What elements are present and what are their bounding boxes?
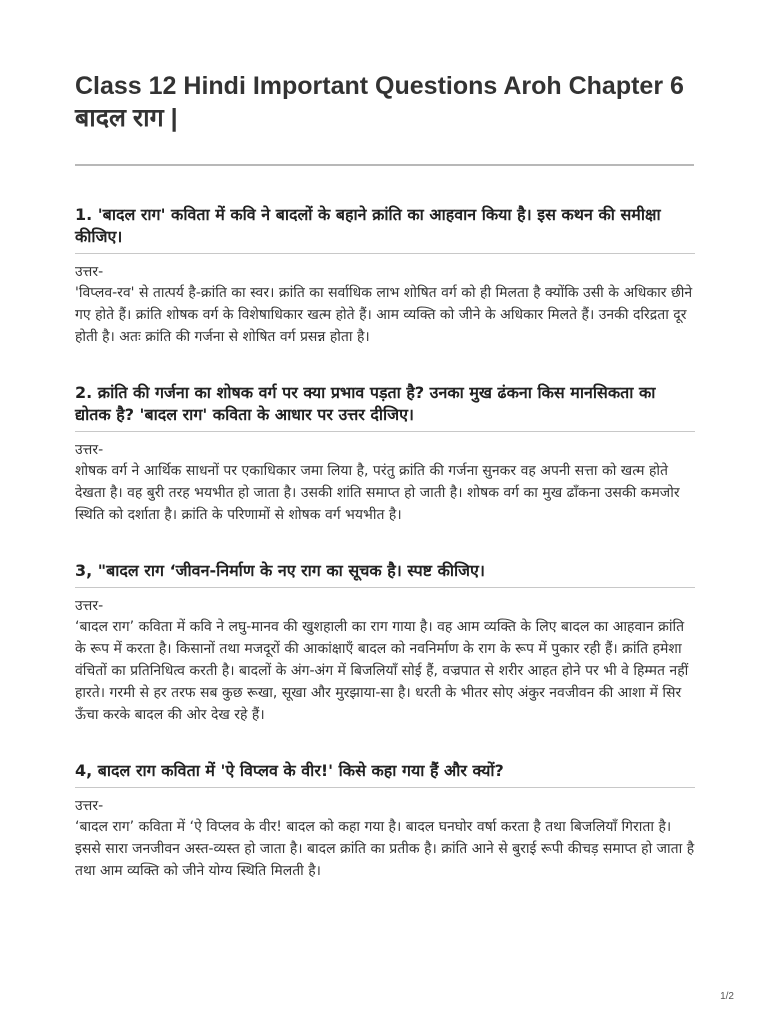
question-2-text: 2. क्रांति की गर्जना का शोषक वर्ग पर क्या प्रभाव पड़ता है? उनका मुख ढंकना किस मानसिकता का द्योतक है? 'बादल राग' कविता के आधार पर उत्तर दीजिए।: [75, 383, 656, 424]
answer-2-label: उत्तर-: [75, 442, 104, 458]
answer-1-label: उत्तर-: [75, 264, 104, 280]
question-2-divider: [75, 431, 695, 432]
question-3-divider: [75, 587, 695, 588]
question-block-2: [75, 382, 695, 526]
answer-2-text: शोषक वर्ग ने आर्थिक साधनों पर एकाधिकार जमा लिया है, परंतु क्रांति की गर्जना सुनकर वह अपनी सत्ता को खत्म होते देखता है। वह बुरी तरह भयभीत हो जाता है। उसकी शांति समाप्त हो जाती है। शोषक वर्ग का मुख ढाँकना उसकी कमजोर स्थिति को दर्शाता है। क्रांति के परिणामों से शोषक वर्ग भयभीत है।: [75, 463, 680, 523]
answer-1-text: 'विप्लव-रव' से तात्पर्य है-क्रांति का स्वर। क्रांति का सर्वाधिक लाभ शोषित वर्ग को ही मिलता है क्योंकि उसी के अधिकार छीने गए होते हैं। क्रांति शोषक वर्ग के विशेषाधिकार खत्म होते हैं। आम व्यक्ति को जीने के अधिकार मिलते हैं। उनकी दरिद्रता दूर होती है। अतः क्रांति की गर्जना से शोषित वर्ग प्रसन्न होता है।: [75, 285, 693, 345]
question-block-4: [75, 760, 695, 882]
question-1-text: 1. 'बादल राग' कविता में कवि ने बादलों के बहाने क्रांति का आहवान किया है। इस कथन की समीक्षा कीजिए।: [75, 205, 661, 246]
question-1-divider: [75, 253, 695, 254]
question-3-text: 3, "बादल राग ‘जीवन-निर्माण के नए राग का सूचक है। स्पष्ट कीजिए।: [75, 561, 485, 580]
page-title: Class 12 Hindi Important Questions Aroh Chapter 6 बादल राग |: [75, 72, 684, 132]
answer-4-text: ‘बादल राग’ कविता में ‘ऐ विप्लव के वीर! बादल को कहा गया है। बादल घनघोर वर्षा करता है तथा बिजलियाँ गिराता है। इससे सारा जनजीवन अस्त-व्यस्त हो जाता है। बादल क्रांति का प्रतीक है। क्रांति आने से बुराई रूपी कीचड़ समाप्त हो जाता है तथा आम व्यक्ति को जीने योग्य स्थिति मिलती है।: [75, 819, 695, 879]
question-4-text: 4, बादल राग कविता में 'ऐ विप्लव के वीर!' किसे कहा गया हैं और क्यों?: [75, 761, 504, 780]
question-4-divider: [75, 787, 695, 788]
question-block-1: [75, 204, 695, 348]
answer-4-label: उत्तर-: [75, 798, 104, 814]
document-page: [75, 70, 695, 882]
answer-3-label: उत्तर-: [75, 598, 104, 614]
answer-3-text: ‘बादल राग’ कविता में कवि ने लघु-मानव की खुशहाली का राग गाया है। वह आम व्यक्ति के लिए बादल का आहवान क्रांति के रूप में करता है। किसानों तथा मजदूरों की आकांक्षाएँ बादल को नवनिर्माण के राग के रूप में पुकार रही हैं। क्रांति हमेशा वंचितों का प्रतिनिधित्व करती है। बादलों के अंग-अंग में बिजलियाँ सोई हैं, वज्रपात से शरीर आहत होने पर भी वे हिम्मत नहीं हारते। गरमी से हर तरफ सब कुछ रूखा, सूखा और मुरझाया-सा है। धरती के भीतर सोए अंकुर नवजीवन की आशा में सिर ऊँचा करके बादल की ओर देख रहे हैं।: [75, 619, 689, 723]
title-divider: [75, 164, 694, 166]
question-block-3: [75, 560, 695, 726]
page-number: 1/2: [720, 991, 734, 1002]
